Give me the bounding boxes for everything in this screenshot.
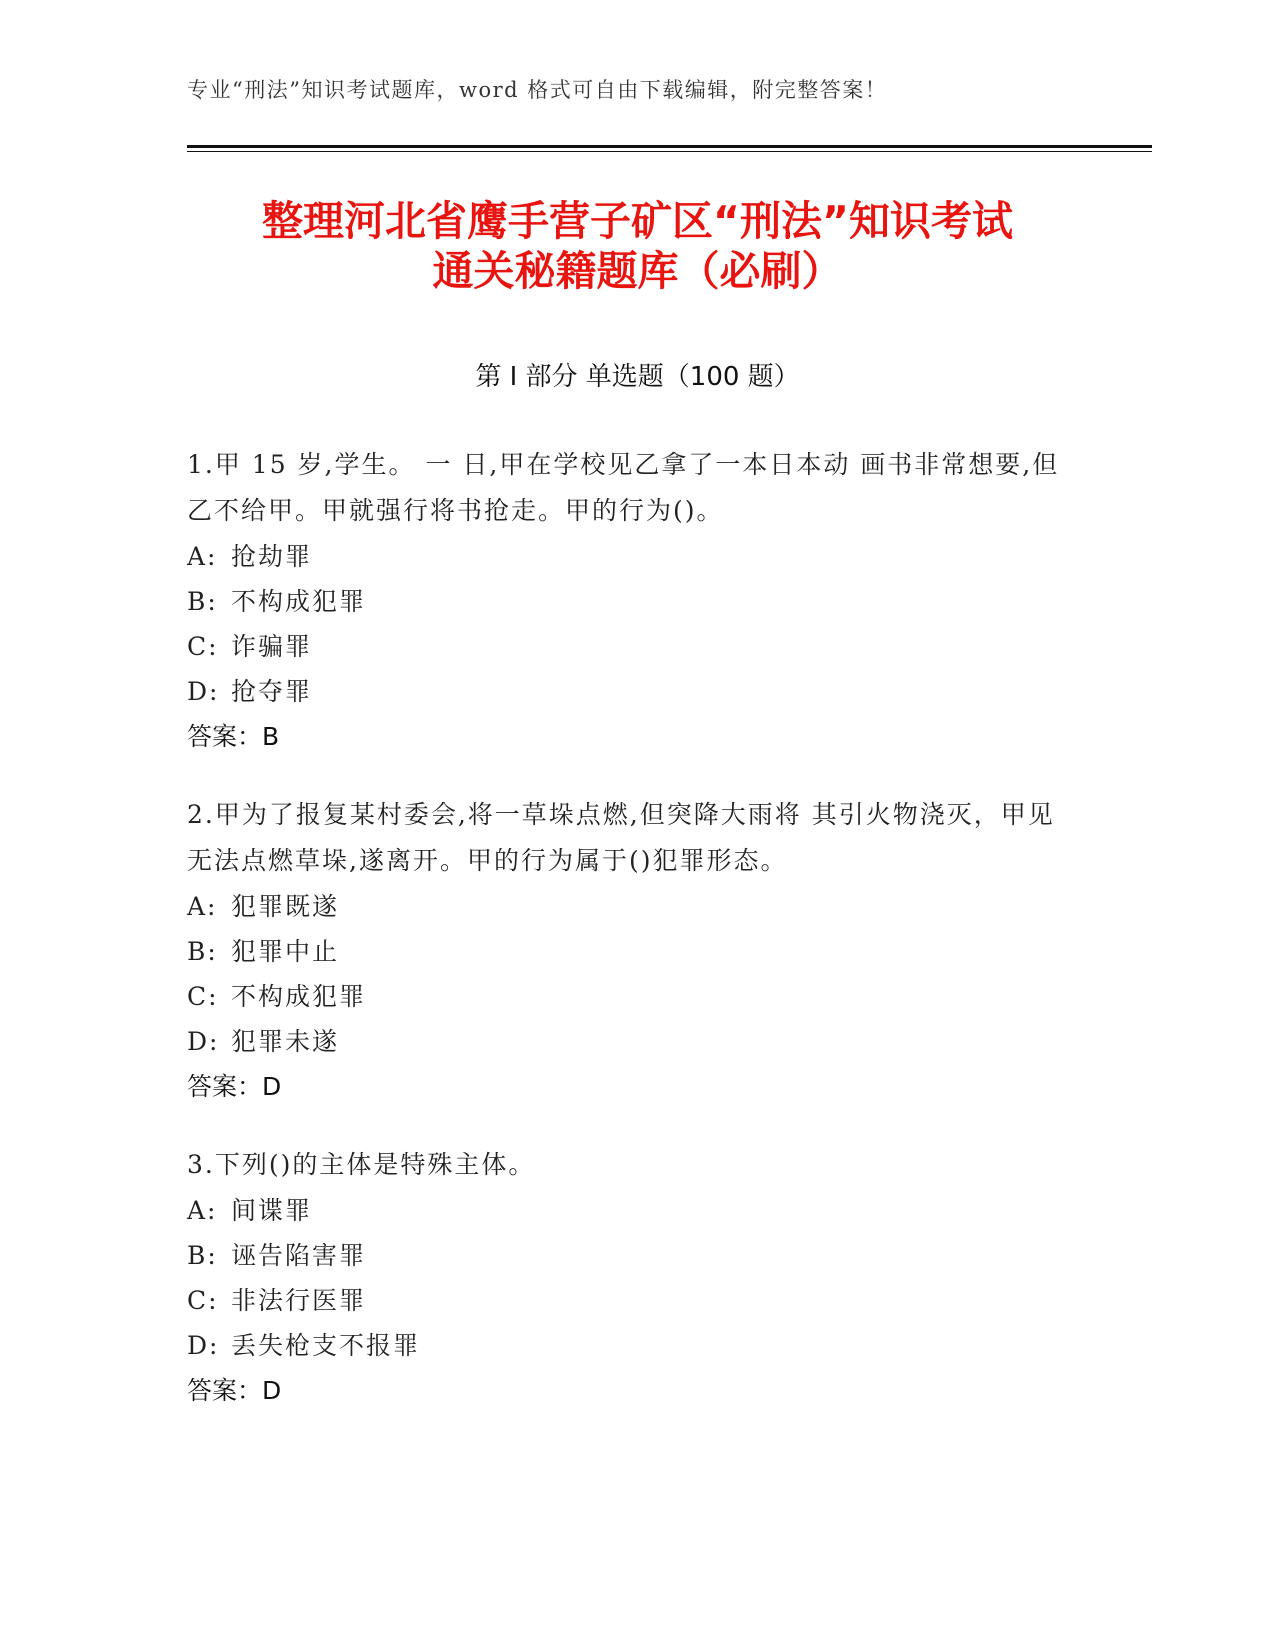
question-2: [187, 792, 1067, 1110]
header-note: 专业“刑法”知识考试题库，word 格式可自由下载编辑，附完整答案！: [187, 78, 888, 102]
option-label: D:: [187, 1027, 220, 1056]
document-title: [150, 196, 1125, 296]
answer: 答案：D: [187, 1072, 282, 1101]
question-text: 2.甲为了报复某村委会,将一草垛点燃,但突降大雨将 其引火物浇灭，甲见无法点燃草垛,遂离开。甲的行为属于()犯罪形态。: [187, 800, 1055, 875]
option-label: A:: [187, 542, 218, 571]
option-text: 非法行医罪: [231, 1286, 367, 1315]
option-label: B:: [187, 587, 218, 616]
option-text: 诬告陷害罪: [231, 1241, 367, 1270]
option-label: C:: [187, 982, 219, 1011]
option-label: B:: [187, 1241, 218, 1270]
header-rule-thick: [187, 145, 1152, 148]
document-title-line2: 通关秘籍题库（必刷）: [432, 247, 843, 295]
option-c: [187, 624, 1067, 669]
option-label: B:: [187, 937, 218, 966]
option-d: [187, 1323, 1067, 1368]
document-title-line1: 整理河北省鹰手营子矿区“刑法”知识考试: [262, 197, 1013, 245]
option-label: D:: [187, 1331, 220, 1360]
option-c: [187, 974, 1067, 1019]
answer: 答案：D: [187, 1376, 282, 1405]
option-text: 犯罪中止: [231, 937, 340, 966]
option-b: [187, 929, 1067, 974]
option-label: C:: [187, 1286, 219, 1315]
option-a: [187, 884, 1067, 929]
option-text: 不构成犯罪: [231, 982, 367, 1011]
option-a: [187, 534, 1067, 579]
option-a: [187, 1188, 1067, 1233]
option-c: [187, 1278, 1067, 1323]
option-text: 犯罪未遂: [231, 1027, 340, 1056]
option-text: 诈骗罪: [231, 632, 313, 661]
option-text: 丢失枪支不报罪: [231, 1331, 421, 1360]
question-text: 3.下列()的主体是特殊主体。: [187, 1150, 536, 1179]
header-rule-thin: [187, 151, 1152, 152]
option-b: [187, 579, 1067, 624]
option-text: 抢劫罪: [231, 542, 313, 571]
option-label: A:: [187, 892, 218, 921]
section-title: 第 I 部分 单选题（100 题）: [475, 362, 800, 392]
option-text: 抢夺罪: [231, 677, 313, 706]
option-label: A:: [187, 1196, 218, 1225]
option-label: C:: [187, 632, 219, 661]
question-text: 1.甲 15 岁,学生。 一 日,甲在学校见乙拿了一本日本动 画书非常想要,但乙不给甲。甲就强行将书抢走。甲的行为()。: [187, 450, 1060, 525]
option-d: [187, 1019, 1067, 1064]
question-list: [187, 442, 1067, 1446]
answer: 答案：B: [187, 722, 280, 751]
option-b: [187, 1233, 1067, 1278]
option-label: D:: [187, 677, 220, 706]
option-text: 犯罪既遂: [231, 892, 340, 921]
option-d: [187, 669, 1067, 714]
option-text: 不构成犯罪: [231, 587, 367, 616]
option-text: 间谍罪: [231, 1196, 313, 1225]
question-3: [187, 1142, 1067, 1414]
question-1: [187, 442, 1067, 760]
